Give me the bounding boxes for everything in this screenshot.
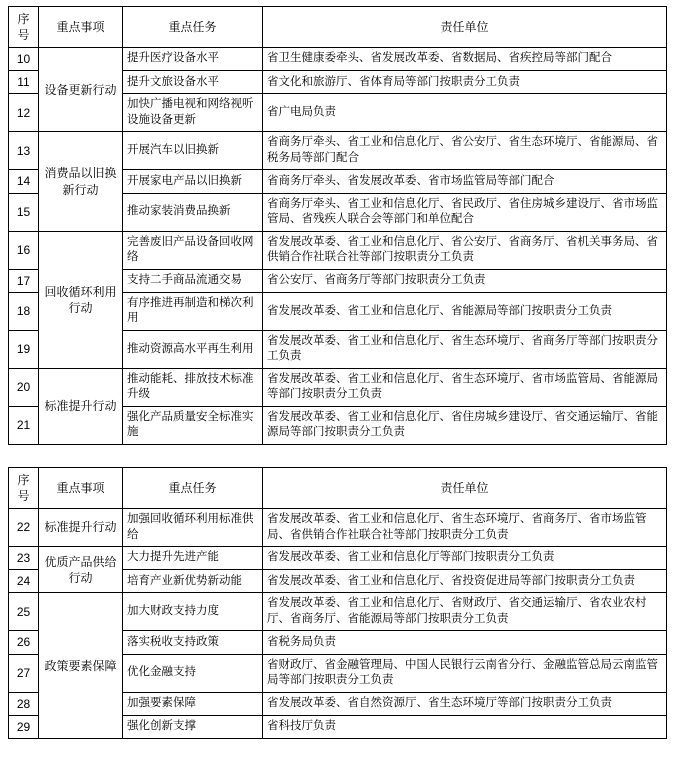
cell-item: 设备更新行动 bbox=[39, 48, 123, 132]
cell-seq: 22 bbox=[9, 509, 39, 547]
cell-seq: 12 bbox=[9, 94, 39, 132]
cell-seq: 23 bbox=[9, 547, 39, 570]
cell-unit: 省商务厅牵头、省工业和信息化厅、省民政厅、省住房城乡建设厅、省市场监管局、省残疾人联合会等部门和单位配合 bbox=[263, 193, 667, 231]
cell-seq: 16 bbox=[9, 231, 39, 269]
table-row bbox=[9, 593, 667, 631]
cell-task: 加大财政支持力度 bbox=[123, 593, 263, 631]
cell-seq: 18 bbox=[9, 292, 39, 330]
cell-seq: 21 bbox=[9, 406, 39, 444]
cell-task: 开展汽车以旧换新 bbox=[123, 132, 263, 170]
cell-unit: 省科技厅负责 bbox=[263, 715, 667, 738]
cell-task: 强化产品质量安全标准实施 bbox=[123, 406, 263, 444]
cell-item: 标准提升行动 bbox=[39, 368, 123, 444]
table-row bbox=[9, 231, 667, 269]
cell-unit: 省发展改革委、省工业和信息化厅、省能源局等部门按职责分工负责 bbox=[263, 292, 667, 330]
table-header-row bbox=[9, 468, 667, 509]
cell-unit: 省公安厅、省商务厅等部门按职责分工负责 bbox=[263, 269, 667, 292]
cell-seq: 27 bbox=[9, 654, 39, 692]
cell-unit: 省商务厅牵头、省发展改革委、省市场监管局等部门配合 bbox=[263, 170, 667, 193]
cell-unit: 省发展改革委、省工业和信息化厅、省生态环境厅、省商务厅、省市场监管局、省供销合作社联合社等部门按职责分工负责 bbox=[263, 509, 667, 547]
table-row bbox=[9, 48, 667, 71]
cell-item: 标准提升行动 bbox=[39, 509, 123, 547]
cell-unit: 省卫生健康委牵头、省发展改革委、省数据局、省疾控局等部门配合 bbox=[263, 48, 667, 71]
cell-unit: 省发展改革委、省工业和信息化厅等部门按职责分工负责 bbox=[263, 547, 667, 570]
header-item: 重点事项 bbox=[39, 7, 123, 48]
cell-task: 加强回收循环利用标准供给 bbox=[123, 509, 263, 547]
header-unit: 责任单位 bbox=[263, 468, 667, 509]
cell-item: 政策要素保障 bbox=[39, 593, 123, 739]
cell-item: 回收循环利用行动 bbox=[39, 231, 123, 368]
cell-task: 推动资源高水平再生利用 bbox=[123, 330, 263, 368]
header-seq: 序号 bbox=[9, 7, 39, 48]
cell-task: 强化创新支撑 bbox=[123, 715, 263, 738]
responsibility-table-2 bbox=[8, 467, 667, 739]
cell-seq: 28 bbox=[9, 692, 39, 715]
cell-seq: 10 bbox=[9, 48, 39, 71]
cell-seq: 14 bbox=[9, 170, 39, 193]
cell-unit: 省发展改革委、省自然资源厅、省生态环境厅等部门按职责分工负责 bbox=[263, 692, 667, 715]
cell-item: 消费品以旧换新行动 bbox=[39, 132, 123, 231]
table-row bbox=[9, 132, 667, 170]
cell-unit: 省税务局负责 bbox=[263, 631, 667, 654]
cell-seq: 26 bbox=[9, 631, 39, 654]
cell-unit: 省广电局负责 bbox=[263, 94, 667, 132]
cell-task: 推动家装消费品换新 bbox=[123, 193, 263, 231]
header-task: 重点任务 bbox=[123, 468, 263, 509]
cell-task: 完善废旧产品设备回收网络 bbox=[123, 231, 263, 269]
cell-task: 有序推进再制造和梯次利用 bbox=[123, 292, 263, 330]
cell-seq: 29 bbox=[9, 715, 39, 738]
cell-task: 加强要素保障 bbox=[123, 692, 263, 715]
cell-unit: 省发展改革委、省工业和信息化厅、省公安厅、省商务厅、省机关事务局、省供销合作社联合社等部门按职责分工负责 bbox=[263, 231, 667, 269]
cell-task: 提升文旅设备水平 bbox=[123, 71, 263, 94]
cell-unit: 省发展改革委、省工业和信息化厅、省生态环境厅、省市场监管局、省能源局等部门按职责分工负责 bbox=[263, 368, 667, 406]
header-task: 重点任务 bbox=[123, 7, 263, 48]
cell-task: 大力提升先进产能 bbox=[123, 547, 263, 570]
cell-seq: 17 bbox=[9, 269, 39, 292]
cell-task: 提升医疗设备水平 bbox=[123, 48, 263, 71]
header-seq: 序号 bbox=[9, 468, 39, 509]
cell-unit: 省发展改革委、省工业和信息化厅、省投资促进局等部门按职责分工负责 bbox=[263, 570, 667, 593]
table-gap bbox=[8, 445, 666, 467]
table-block-1 bbox=[8, 6, 666, 445]
cell-task: 优化金融支持 bbox=[123, 654, 263, 692]
cell-unit: 省发展改革委、省工业和信息化厅、省生态环境厅、省商务厅等部门按职责分工负责 bbox=[263, 330, 667, 368]
table-block-2 bbox=[8, 467, 666, 739]
cell-seq: 24 bbox=[9, 570, 39, 593]
table-body-1 bbox=[9, 48, 667, 445]
table-header-row bbox=[9, 7, 667, 48]
header-item: 重点事项 bbox=[39, 468, 123, 509]
table-header-1 bbox=[9, 7, 667, 48]
table-row bbox=[9, 547, 667, 570]
cell-unit: 省发展改革委、省工业和信息化厅、省财政厅、省交通运输厅、省农业农村厅、省商务厅、省能源局等部门按职责分工负责 bbox=[263, 593, 667, 631]
cell-item: 优质产品供给行动 bbox=[39, 547, 123, 593]
responsibility-table-1 bbox=[8, 6, 667, 445]
cell-seq: 20 bbox=[9, 368, 39, 406]
cell-unit: 省发展改革委、省工业和信息化厅、省住房城乡建设厅、省交通运输厅、省能源局等部门按职责分工负责 bbox=[263, 406, 667, 444]
cell-seq: 13 bbox=[9, 132, 39, 170]
cell-seq: 19 bbox=[9, 330, 39, 368]
table-header-2 bbox=[9, 468, 667, 509]
cell-unit: 省商务厅牵头、省工业和信息化厅、省公安厅、省生态环境厅、省能源局、省税务局等部门配合 bbox=[263, 132, 667, 170]
cell-unit: 省财政厅、省金融管理局、中国人民银行云南省分行、金融监管总局云南监管局等部门按职责分工负责 bbox=[263, 654, 667, 692]
cell-unit: 省文化和旅游厅、省体育局等部门按职责分工负责 bbox=[263, 71, 667, 94]
header-unit: 责任单位 bbox=[263, 7, 667, 48]
table-row bbox=[9, 509, 667, 547]
table-body-2 bbox=[9, 509, 667, 739]
cell-task: 落实税收支持政策 bbox=[123, 631, 263, 654]
cell-seq: 15 bbox=[9, 193, 39, 231]
cell-seq: 25 bbox=[9, 593, 39, 631]
cell-task: 推动能耗、排放技术标准升级 bbox=[123, 368, 263, 406]
cell-task: 开展家电产品以旧换新 bbox=[123, 170, 263, 193]
cell-seq: 11 bbox=[9, 71, 39, 94]
table-row bbox=[9, 368, 667, 406]
cell-task: 加快广播电视和网络视听设施设备更新 bbox=[123, 94, 263, 132]
cell-task: 培育产业新优势新动能 bbox=[123, 570, 263, 593]
cell-task: 支持二手商品流通交易 bbox=[123, 269, 263, 292]
